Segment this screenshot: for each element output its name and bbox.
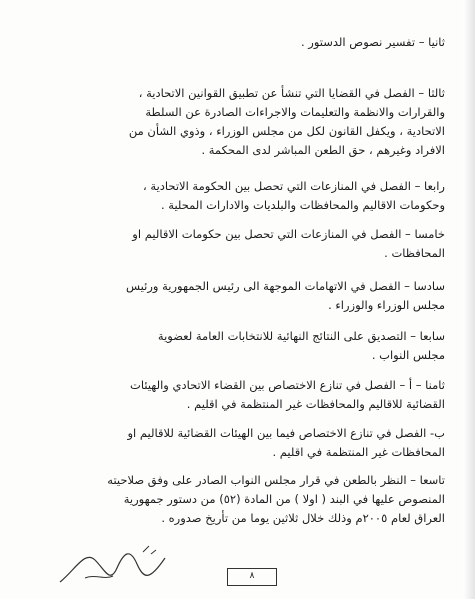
text-line: المحافظات . bbox=[384, 246, 445, 260]
text-line: مجلس الوزراء والوزراء . bbox=[328, 298, 445, 312]
paragraph-sixth bbox=[34, 277, 445, 315]
page-edge-shadow bbox=[463, 0, 475, 599]
text-line: ثامنا – أ – الفصل في تنازع الاختصاص بين القضاء الاتحادي والهيئات bbox=[130, 378, 445, 392]
text-line: سابعا – التصديق على النتائج النهائية للانتخابات العامة لعضوية bbox=[157, 329, 445, 343]
paragraph-eighth-a bbox=[34, 376, 445, 414]
page-number: ٨ bbox=[249, 571, 255, 581]
paragraph-seventh bbox=[34, 327, 445, 365]
text-line: خامسا – الفصل في المنازعات التي تحصل بين حكومات الاقاليم او bbox=[132, 227, 445, 241]
paragraph-ninth bbox=[34, 471, 445, 528]
text-line: المحافظات غير المنتظمة في اقليم . bbox=[272, 445, 445, 459]
paragraph-third bbox=[34, 84, 445, 160]
paragraph-fourth bbox=[34, 177, 445, 215]
paragraph-eighth-b bbox=[34, 424, 445, 462]
text-line: رابعا – الفصل في المنازعات التي تحصل بين الحكومة الاتحادية ، bbox=[143, 179, 445, 193]
paragraph-fifth bbox=[34, 225, 445, 263]
handwritten-signature bbox=[55, 540, 175, 590]
text-line: ثانيا – تفسير نصوص الدستور . bbox=[300, 35, 445, 49]
text-line: سادسا – الفصل في الاتهامات الموجهة الى رئيس الجمهورية ورئيس bbox=[126, 279, 445, 293]
page-number-box bbox=[227, 568, 277, 586]
text-line: العراق لعام ٢٠٠٥م وذلك خلال ثلاثين يوما من تأريخ صدوره . bbox=[161, 511, 445, 525]
text-line: وحكومات الاقاليم والمحافظات والبلديات والادارات المحلية . bbox=[160, 198, 445, 212]
text-line: مجلس النواب . bbox=[371, 348, 445, 362]
text-line: والقرارات والانظمة والتعليمات والاجراءات الصادرة عن السلطة bbox=[145, 105, 445, 119]
text-line: الافراد وغيرهم ، حق الطعن المباشر لدى المحكمة . bbox=[201, 143, 445, 157]
paragraph-second bbox=[34, 33, 445, 52]
text-line: المنصوص عليها في البند ( اولا ) من المادة (٥٢) من دستور جمهورية bbox=[123, 492, 445, 506]
text-line: تاسعا – النظر بالطعن في قرار مجلس النواب الصادر على وفق صلاحيته bbox=[107, 473, 445, 487]
text-line: ب- الفصل في تنازع الاختصاص فيما بين الهيئات القضائية للاقاليم او bbox=[127, 426, 445, 440]
text-line: الاتحادية ، ويكفل القانون لكل من مجلس الوزراء ، وذوي الشأن من bbox=[128, 124, 445, 138]
text-line: ثالثا – الفصل في القضايا التي تنشأ عن تطبيق القوانين الاتحادية ، bbox=[138, 86, 445, 100]
text-line: القضائية للاقاليم والمحافظات غير المنتظمة في اقليم . bbox=[186, 397, 445, 411]
